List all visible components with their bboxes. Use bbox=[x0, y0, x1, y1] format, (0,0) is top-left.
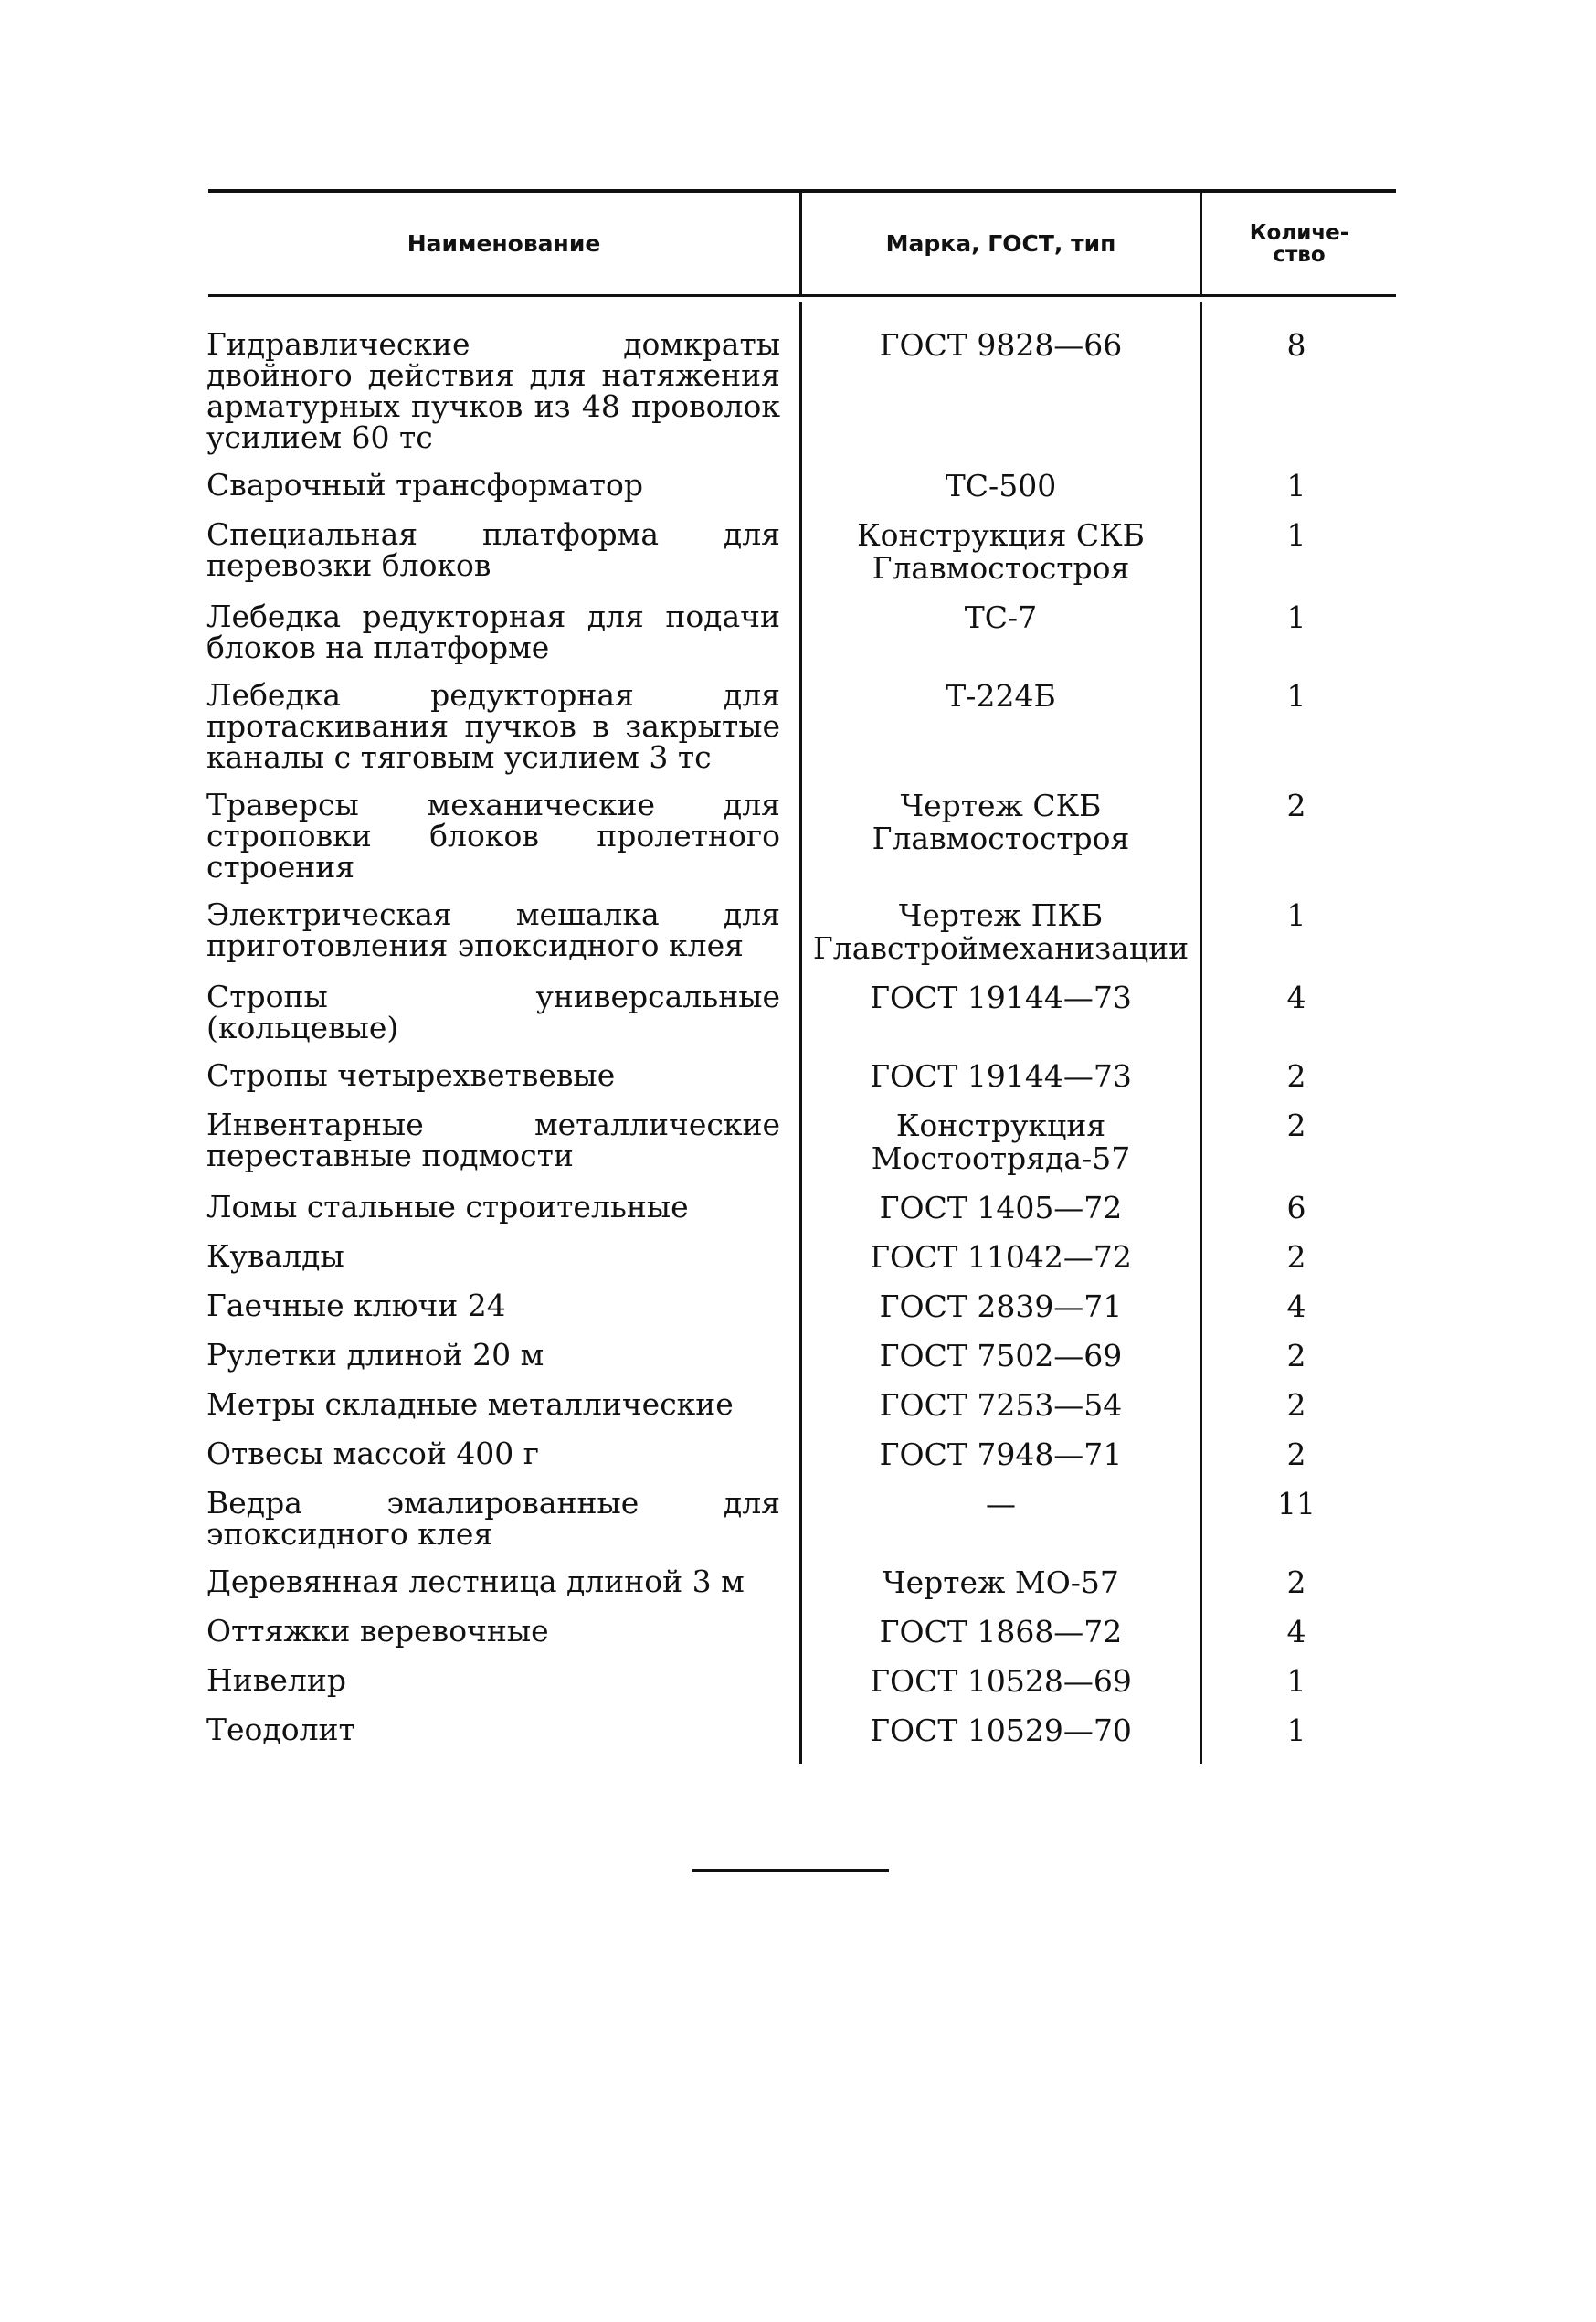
row-mark: ТС-500 bbox=[945, 468, 1057, 504]
table-row bbox=[206, 326, 1396, 455]
table-row bbox=[206, 1438, 1396, 1471]
row-qty: 2 bbox=[1286, 1108, 1306, 1143]
row-mark: ГОСТ 10528—69 bbox=[870, 1663, 1132, 1699]
row-name: Рулетки длиной 20 м bbox=[206, 1337, 544, 1373]
row-qty: 2 bbox=[1286, 1387, 1306, 1423]
row-name: Ломы стальные строительные bbox=[206, 1189, 689, 1225]
row-mark: ГОСТ 11042—72 bbox=[870, 1239, 1132, 1275]
row-qty: 6 bbox=[1286, 1190, 1306, 1225]
row-qty: 4 bbox=[1286, 980, 1306, 1015]
row-qty: 11 bbox=[1277, 1486, 1316, 1521]
table-row bbox=[206, 1386, 1396, 1423]
row-qty: 2 bbox=[1286, 788, 1306, 823]
end-of-table-rule bbox=[692, 1869, 889, 1872]
table-body bbox=[206, 326, 1396, 1764]
row-qty: 1 bbox=[1286, 1663, 1306, 1699]
table-row bbox=[206, 787, 1396, 885]
table-row bbox=[206, 1337, 1396, 1373]
row-mark: Т-224Б bbox=[946, 678, 1056, 714]
header-qty: Количе- ство bbox=[1249, 220, 1349, 267]
row-qty: 2 bbox=[1286, 1239, 1306, 1275]
row-name: Отвесы массой 400 г bbox=[206, 1436, 540, 1471]
row-qty: 2 bbox=[1286, 1564, 1306, 1600]
table-row bbox=[206, 1057, 1396, 1094]
row-qty: 1 bbox=[1286, 468, 1306, 504]
row-mark: ГОСТ 19144—73 bbox=[870, 980, 1132, 1015]
row-mark: ГОСТ 7502—69 bbox=[879, 1338, 1123, 1373]
row-name: Лебедка редукторная для протаскивания пучков в закрытые каналы с тяговым усилием 3 тс bbox=[206, 677, 780, 775]
row-mark: Конструкция СКБ Главмостостроя bbox=[857, 517, 1145, 586]
row-name: Теодолит bbox=[206, 1712, 355, 1747]
row-name: Траверсы механические для строповки блоков пролетного строения bbox=[206, 787, 780, 885]
table-row bbox=[206, 1566, 1396, 1599]
table-row bbox=[206, 677, 1396, 775]
row-qty: 2 bbox=[1286, 1437, 1306, 1472]
row-name: Инвентарные металлические переставные подмости bbox=[206, 1107, 780, 1173]
table-row bbox=[206, 981, 1396, 1044]
row-mark: ГОСТ 7253—54 bbox=[879, 1387, 1123, 1423]
table-row bbox=[206, 1613, 1396, 1649]
row-mark: ГОСТ 10529—70 bbox=[870, 1712, 1132, 1748]
header-divider-1 bbox=[799, 193, 802, 294]
row-mark: Чертеж ПКБ Главстроймеханизации bbox=[812, 897, 1189, 966]
table-row bbox=[206, 1238, 1396, 1275]
row-name: Стропы универсальные (кольцевые) bbox=[206, 979, 780, 1045]
row-qty: 1 bbox=[1286, 517, 1306, 553]
row-name: Метры складные металлические bbox=[206, 1386, 734, 1422]
row-qty: 1 bbox=[1286, 678, 1306, 714]
header-mark: Марка, ГОСТ, тип bbox=[885, 229, 1116, 257]
table-row bbox=[206, 896, 1396, 966]
row-mark: Чертеж СКБ Главмостостроя bbox=[872, 788, 1130, 856]
row-qty: 4 bbox=[1286, 1614, 1306, 1649]
table-row bbox=[206, 1485, 1396, 1552]
table-row bbox=[206, 1290, 1396, 1323]
table-row bbox=[206, 516, 1396, 586]
row-qty: 8 bbox=[1286, 327, 1306, 363]
row-name: Электрическая мешалка для приготовления эпоксидного клея bbox=[206, 896, 780, 963]
row-name: Оттяжки веревочные bbox=[206, 1613, 549, 1649]
row-qty: 1 bbox=[1286, 599, 1306, 635]
row-mark: Конструкция Мостоотряда-57 bbox=[871, 1108, 1131, 1176]
row-name: Лебедка редукторная для подачи блоков на платформе bbox=[206, 599, 780, 665]
row-mark: ТС-7 bbox=[964, 599, 1038, 635]
row-mark: ГОСТ 1868—72 bbox=[879, 1614, 1123, 1649]
row-mark: — bbox=[986, 1486, 1016, 1521]
row-qty: 4 bbox=[1286, 1288, 1306, 1324]
table-row bbox=[206, 1662, 1396, 1699]
row-name: Специальная платформа для перевозки блоков bbox=[206, 516, 780, 583]
row-mark: ГОСТ 2839—71 bbox=[879, 1288, 1123, 1324]
row-name: Ведра эмалированные для эпоксидного клея bbox=[206, 1485, 780, 1552]
table-row bbox=[206, 1189, 1396, 1225]
table-row bbox=[206, 1714, 1396, 1747]
row-name: Стропы четырехветвевые bbox=[206, 1057, 616, 1093]
row-qty: 2 bbox=[1286, 1338, 1306, 1373]
row-qty: 2 bbox=[1286, 1058, 1306, 1094]
row-mark: Чертеж МО-57 bbox=[883, 1564, 1119, 1600]
table-row bbox=[206, 1109, 1396, 1175]
header-name: Наименование bbox=[407, 229, 601, 257]
row-name: Нивелир bbox=[206, 1662, 346, 1698]
row-mark: ГОСТ 9828—66 bbox=[879, 327, 1123, 363]
row-qty: 1 bbox=[1286, 1712, 1306, 1748]
row-name: Деревянная лестница длиной 3 м bbox=[206, 1564, 745, 1599]
row-name: Кувалды bbox=[206, 1238, 344, 1274]
row-name: Сварочный трансформатор bbox=[206, 467, 644, 503]
row-name: Гидравлические домкраты двойного действия для натяжения арматурных пучков из 48 проволок усилием 60 тс bbox=[206, 326, 780, 455]
header-divider-2 bbox=[1200, 193, 1202, 294]
row-name: Гаечные ключи 24 bbox=[206, 1288, 506, 1323]
row-mark: ГОСТ 19144—73 bbox=[870, 1058, 1132, 1094]
header-bottom-rule bbox=[208, 294, 1396, 297]
row-mark: ГОСТ 1405—72 bbox=[879, 1190, 1123, 1225]
row-qty: 1 bbox=[1286, 897, 1306, 933]
row-mark: ГОСТ 7948—71 bbox=[879, 1437, 1123, 1472]
table-row bbox=[206, 601, 1396, 663]
table-row bbox=[206, 467, 1396, 504]
